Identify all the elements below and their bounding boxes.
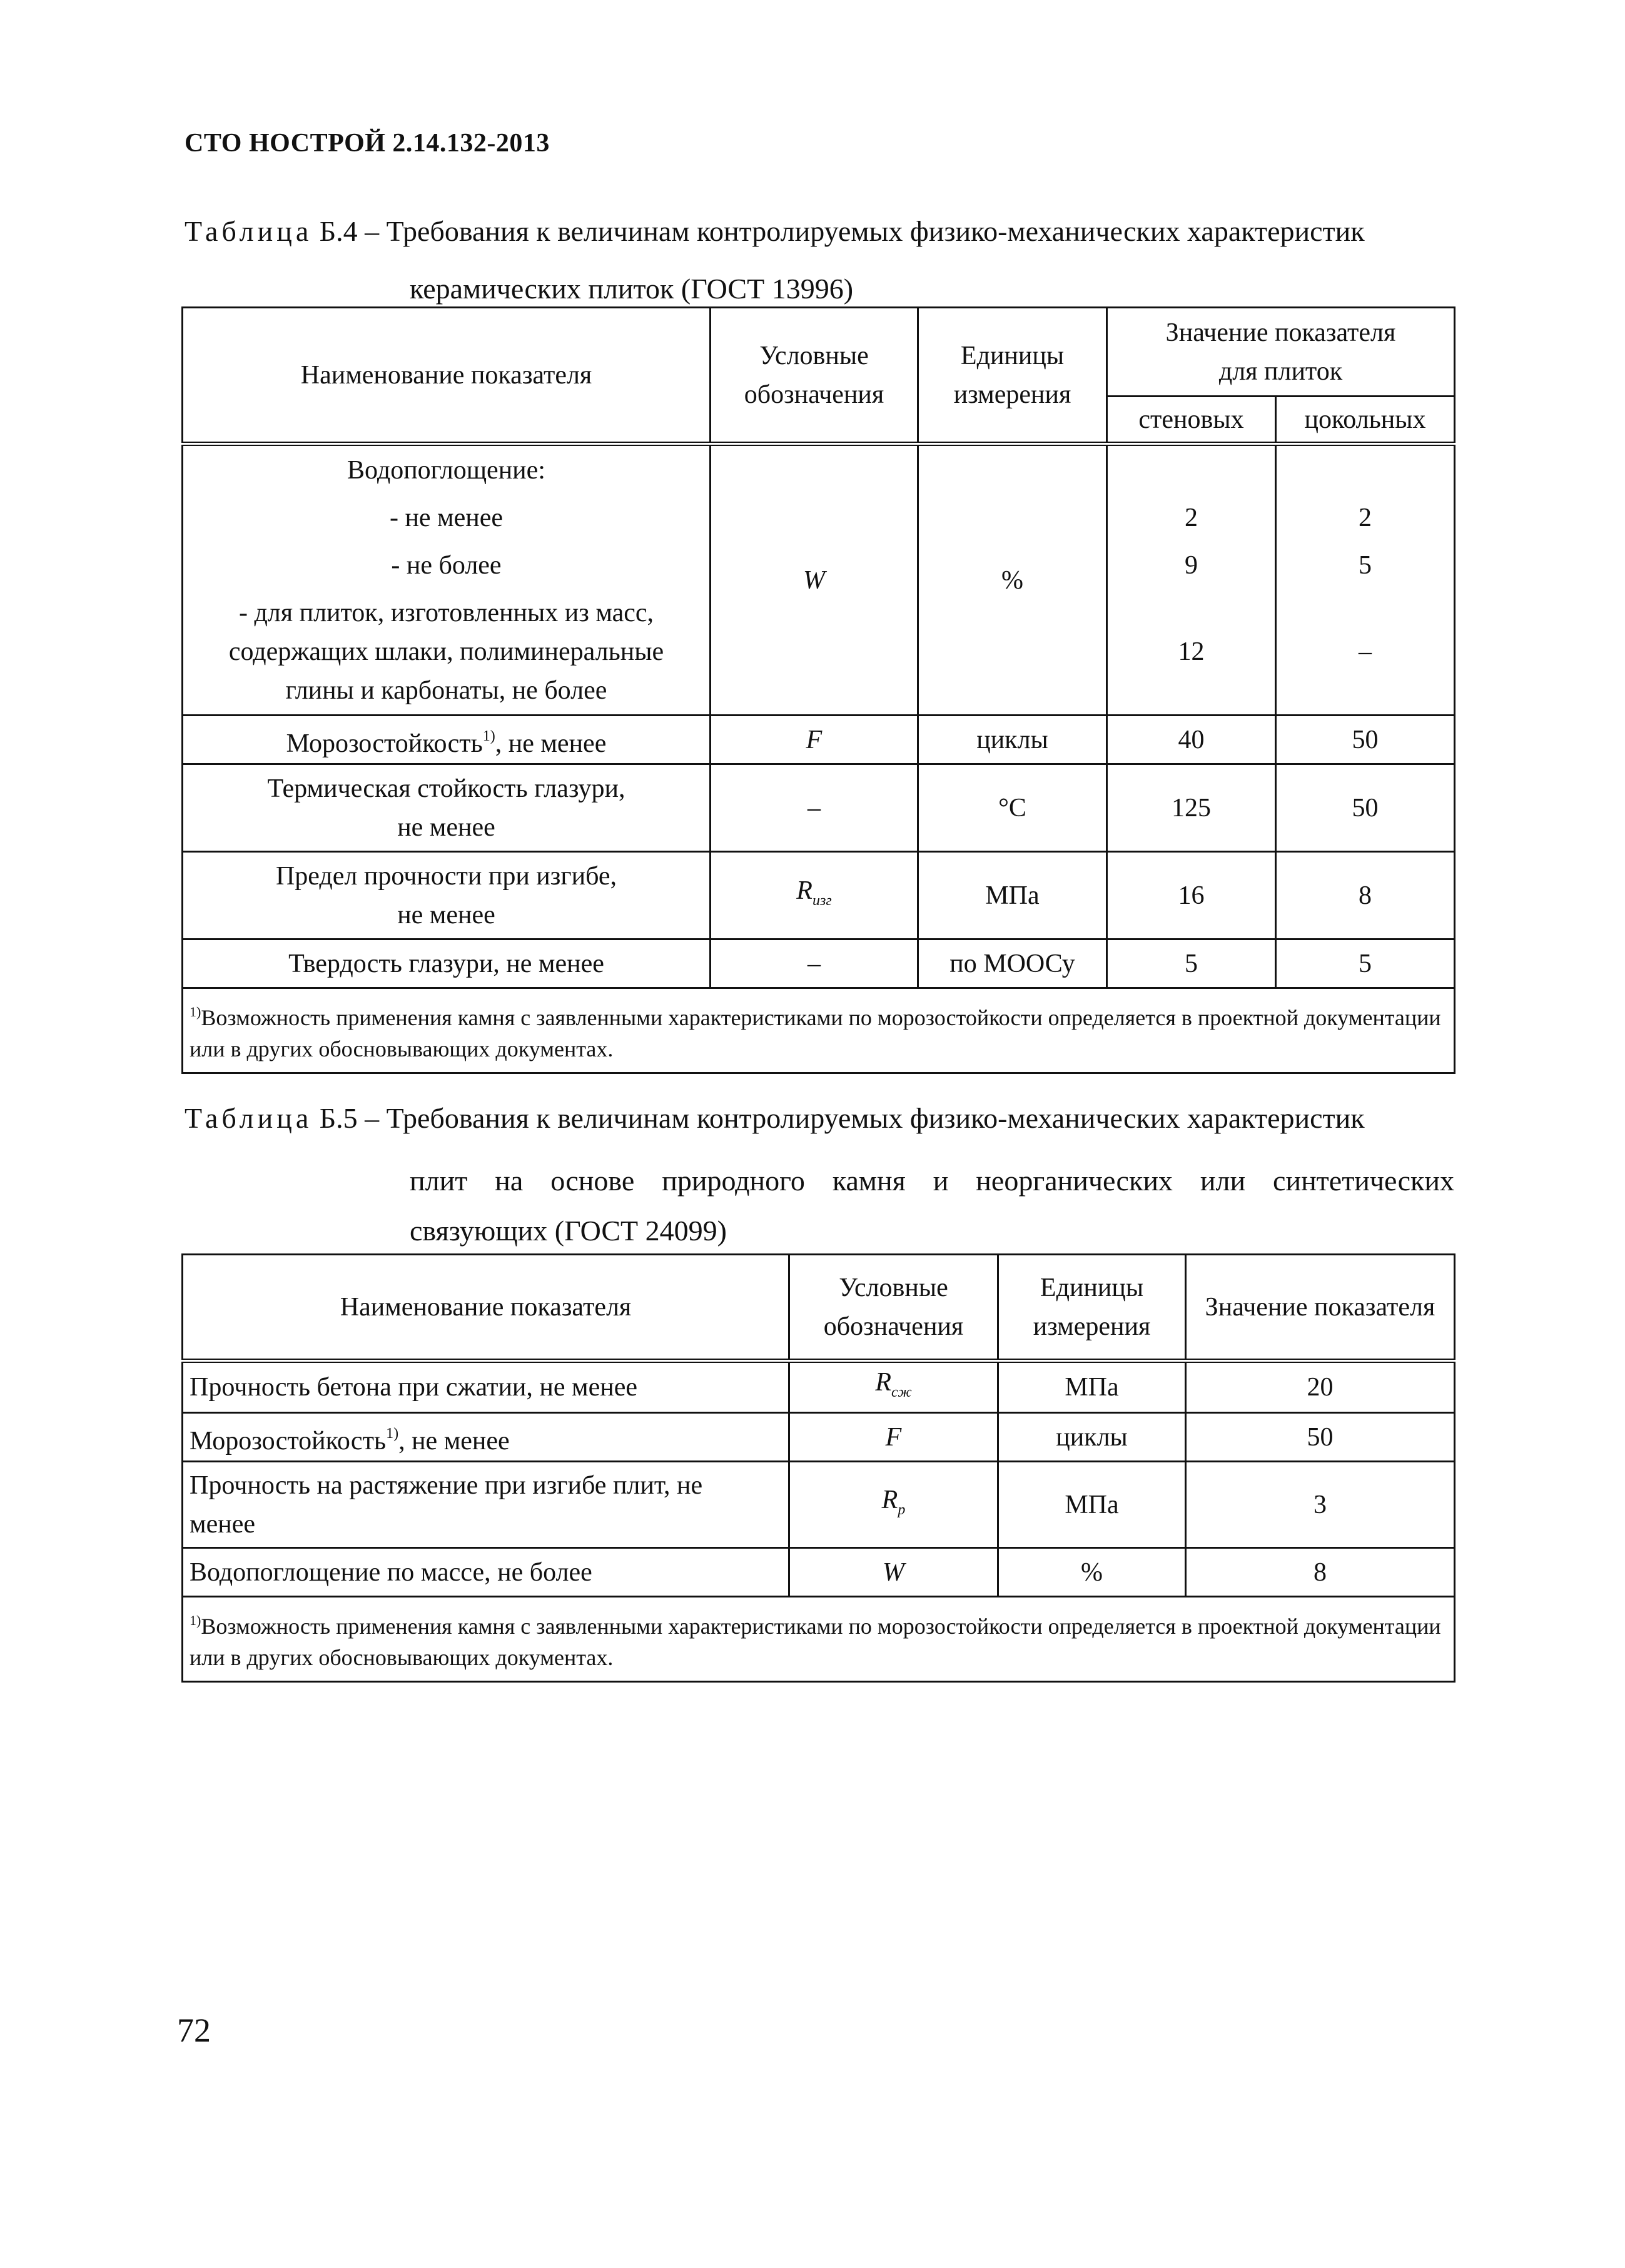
bending-unit: МПа: [918, 852, 1107, 939]
header-value: Значение показателя: [1186, 1255, 1455, 1361]
water-absorption-name: [183, 444, 711, 716]
hardness-plinth: 5: [1276, 939, 1455, 988]
row-symbol-subscript: сж: [891, 1384, 912, 1400]
hardness-wall: 5: [1107, 939, 1276, 988]
page-number: 72: [177, 2012, 211, 2049]
water-slag-line3: глины и карбонаты, не более: [285, 676, 607, 705]
hardness-symbol: –: [711, 939, 918, 988]
thermal-wall: 125: [1107, 764, 1276, 852]
table-row-frost: [183, 716, 1455, 764]
table-row-hardness: [183, 939, 1455, 988]
table-b4-caption: [185, 203, 1454, 318]
water-plinth-slag: –: [1359, 637, 1372, 666]
row-name: [183, 1462, 789, 1548]
water-title: Водопоглощение:: [347, 455, 545, 485]
frost-wall: 40: [1107, 716, 1276, 764]
caption-title: Б.5 – Требования к величинам контролируемых физико-механических характеристик: [319, 1102, 1365, 1134]
row-symbol: F: [789, 1413, 998, 1462]
row-name-line1: Прочность на растяжение при изгибе плит, не: [190, 1471, 703, 1500]
water-unit: %: [918, 444, 1107, 716]
table-footnote: [183, 988, 1455, 1073]
water-wall-max: 9: [1185, 550, 1198, 580]
header-unit: [998, 1255, 1186, 1361]
header-unit-line2: измерения: [1033, 1312, 1151, 1341]
caption-label: Таблица: [185, 215, 313, 247]
thermal-unit: °С: [918, 764, 1107, 852]
water-slag-line2: содержащих шлаки, полиминеральные: [228, 637, 664, 666]
table-footnote: [183, 1597, 1455, 1682]
row-symbol: [789, 1361, 998, 1413]
water-wall-slag: 12: [1178, 637, 1205, 666]
header-symbol-line2: обозначения: [823, 1312, 964, 1341]
footnote-marker: 1): [190, 1612, 201, 1628]
frost-name: [183, 716, 711, 764]
header-value: [1107, 308, 1455, 397]
header-unit: [918, 308, 1107, 444]
document-code-header: СТО НОСТРОЙ 2.14.132-2013: [185, 129, 550, 158]
row-value: 8: [1186, 1548, 1455, 1597]
table-row-thermal: [183, 764, 1455, 852]
row-name-line2: менее: [190, 1509, 255, 1539]
header-symbol: [711, 308, 918, 444]
row-value: 50: [1186, 1413, 1455, 1462]
caption-title-continued: керамических плиток (ГОСТ 13996): [410, 273, 854, 305]
row-unit: МПа: [998, 1361, 1186, 1413]
caption-title-continued: плит на основе природного камня и неорганических или синтетических: [410, 1165, 1454, 1197]
row-name-suffix: , не менее: [398, 1426, 510, 1455]
bending-wall: 16: [1107, 852, 1276, 939]
bending-name-line1: Предел прочности при изгибе,: [275, 861, 617, 891]
header-plinth: цокольных: [1276, 397, 1455, 444]
caption-title: Б.4 – Требования к величинам контролируемых физико-механических характеристик: [319, 215, 1365, 247]
row-symbol: W: [789, 1548, 998, 1597]
water-plinth-min: 2: [1359, 503, 1372, 532]
row-name: [183, 1413, 789, 1462]
bending-symbol: [711, 852, 918, 939]
row-symbol-letter: R: [881, 1485, 898, 1514]
header-wall: стеновых: [1107, 397, 1276, 444]
bending-name: [183, 852, 711, 939]
hardness-unit: по МООСу: [918, 939, 1107, 988]
frost-unit: циклы: [918, 716, 1107, 764]
frost-name-suffix: , не менее: [495, 729, 607, 758]
header-symbol-line1: Условные: [759, 341, 869, 370]
header-name: Наименование показателя: [183, 1255, 789, 1361]
row-value: 3: [1186, 1462, 1455, 1548]
table-footnote-row: [183, 988, 1455, 1073]
table-header-row: [183, 1255, 1455, 1361]
table-header-row: [183, 308, 1455, 397]
bending-symbol-letter: R: [796, 876, 812, 905]
footnote-text: Возможность применения камня с заявленными характеристиками по морозостойкости определяется в проектной документации или в других обосновывающих документах.: [190, 1614, 1441, 1670]
thermal-name: [183, 764, 711, 852]
row-symbol: [789, 1462, 998, 1548]
row-unit: МПа: [998, 1462, 1186, 1548]
water-symbol: W: [711, 444, 918, 716]
water-max-label: - не более: [391, 550, 502, 580]
header-unit-line2: измерения: [953, 380, 1071, 409]
row-unit: циклы: [998, 1413, 1186, 1462]
header-unit-line1: Единицы: [960, 341, 1065, 370]
bending-plinth: 8: [1276, 852, 1455, 939]
thermal-name-line2: не менее: [397, 813, 495, 842]
footnote-text: Возможность применения камня с заявленными характеристиками по морозостойкости определяется в проектной документации или в других обосновывающих документах.: [190, 1005, 1441, 1061]
caption-label: Таблица: [185, 1102, 313, 1134]
table-row: [183, 1361, 1455, 1413]
water-slag-line1: - для плиток, изготовленных из масс,: [238, 598, 654, 627]
thermal-name-line1: Термическая стойкость глазури,: [267, 774, 625, 803]
frost-symbol: F: [711, 716, 918, 764]
thermal-plinth: 50: [1276, 764, 1455, 852]
hardness-name: Твердость глазури, не менее: [183, 939, 711, 988]
frost-footnote-ref: 1): [482, 727, 495, 744]
table-b4: [181, 306, 1455, 1074]
header-name: Наименование показателя: [183, 308, 711, 444]
table-b5: [181, 1253, 1455, 1683]
header-unit-line1: Единицы: [1040, 1273, 1144, 1302]
footnote-marker: 1): [190, 1004, 201, 1020]
thermal-symbol: –: [711, 764, 918, 852]
row-value: 20: [1186, 1361, 1455, 1413]
row-name: Водопоглощение по массе, не более: [183, 1548, 789, 1597]
frost-name-text: Морозостойкость: [286, 729, 483, 758]
row-symbol-subscript: р: [898, 1501, 906, 1518]
row-unit: %: [998, 1548, 1186, 1597]
header-symbol-line2: обозначения: [744, 380, 884, 409]
row-symbol-letter: R: [875, 1368, 891, 1397]
water-plinth-max: 5: [1359, 550, 1372, 580]
water-min-label: - не менее: [389, 503, 504, 532]
row-name: Прочность бетона при сжатии, не менее: [183, 1361, 789, 1413]
header-symbol-line1: Условные: [839, 1273, 948, 1302]
table-footnote-row: [183, 1597, 1455, 1682]
water-wall-min: 2: [1185, 503, 1198, 532]
water-wall-values: [1107, 444, 1276, 716]
header-value-line1: Значение показателя: [1165, 318, 1396, 347]
header-value-line2: для плиток: [1218, 357, 1343, 386]
table-row: [183, 1548, 1455, 1597]
table-row-water-absorption: [183, 444, 1455, 716]
bending-symbol-subscript: изг: [812, 892, 832, 909]
header-symbol: [789, 1255, 998, 1361]
caption-title-continued-2: связующих (ГОСТ 24099): [410, 1215, 727, 1247]
bending-name-line2: не менее: [397, 900, 495, 929]
table-row: [183, 1413, 1455, 1462]
water-plinth-values: [1276, 444, 1455, 716]
row-name-text: Морозостойкость: [190, 1426, 387, 1455]
row-footnote-ref: 1): [386, 1425, 399, 1442]
table-row: [183, 1462, 1455, 1548]
table-b5-caption: [185, 1090, 1454, 1250]
frost-plinth: 50: [1276, 716, 1455, 764]
table-row-bending: [183, 852, 1455, 939]
